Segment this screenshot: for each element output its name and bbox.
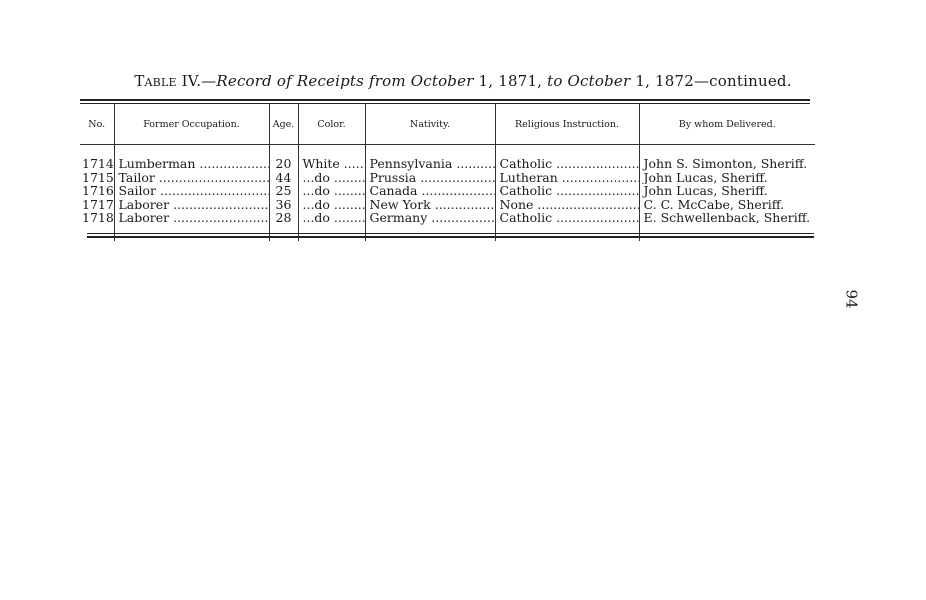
cell-nativity: Germany .....: [365, 211, 495, 225]
cell-delivered: E. Schwellenback, Sheriff.: [639, 211, 815, 225]
cell-occupation: Tailor .....: [114, 171, 269, 185]
title-date2: 1, 1872: [630, 72, 694, 90]
cell-age: 25: [269, 184, 298, 198]
table-label: Table IV.: [134, 72, 202, 90]
cell-occupation: Lumberman .....: [114, 157, 269, 171]
cell-religion: Catholic .....: [495, 157, 639, 171]
cell-occupation: Sailor .....: [114, 184, 269, 198]
cell-color: ...do .....: [298, 184, 365, 198]
table-row: [80, 171, 815, 185]
cell-age: 36: [269, 198, 298, 212]
cell-nativity: Canada .....: [365, 184, 495, 198]
cell-delivered: John Lucas, Sheriff.: [639, 184, 815, 198]
cell-no: 1718: [82, 211, 114, 225]
cell-age: 28: [269, 211, 298, 225]
title-italic: Record of Receipts from October: [216, 72, 474, 90]
cell-color: White .....: [298, 157, 365, 171]
cell-no: 1716: [82, 184, 114, 198]
header-no: No.: [80, 104, 114, 145]
cell-nativity: New York .....: [365, 198, 495, 212]
cell-occupation: Laborer .....: [114, 198, 269, 212]
header-occupation: Former Occupation.: [114, 104, 269, 145]
cell-no: 1714: [82, 157, 114, 171]
bottom-rule-thick: [87, 236, 814, 238]
cell-color: ...do .....: [298, 171, 365, 185]
bottom-rule-thin: [87, 233, 814, 234]
cell-religion: None .....: [495, 198, 639, 212]
cell-age: 44: [269, 171, 298, 185]
cell-delivered: John S. Simonton, Sheriff.: [639, 157, 815, 171]
header-delivered: By whom Delivered.: [639, 104, 815, 145]
cell-color: ...do .....: [298, 198, 365, 212]
cell-nativity: Prussia .....: [365, 171, 495, 185]
title-suffix: —continued.: [693, 72, 792, 90]
table-row: [80, 184, 815, 198]
title-date1: 1, 1871,: [473, 72, 548, 90]
page-number: 94: [842, 289, 861, 309]
cell-delivered: C. C. McCabe, Sheriff.: [639, 198, 815, 212]
table-title: [0, 72, 926, 90]
header-color: Color.: [298, 104, 365, 145]
table-row: [80, 211, 815, 225]
cell-occupation: Laborer .....: [114, 211, 269, 225]
header-religion: Religious Instruction.: [495, 104, 639, 145]
cell-age: 20: [269, 157, 298, 171]
title-italic-to: to October: [547, 72, 631, 90]
header-age: Age.: [269, 104, 298, 145]
cell-no: 1717: [82, 197, 114, 211]
cell-color: ...do .....: [298, 211, 365, 225]
cell-religion: Lutheran .....: [495, 171, 639, 185]
cell-religion: Catholic .....: [495, 211, 639, 225]
header-nativity: Nativity.: [365, 104, 495, 145]
cell-religion: Catholic .....: [495, 184, 639, 198]
table-row: [80, 157, 815, 171]
cell-nativity: Pennsylvania .....: [365, 157, 495, 171]
table-row: [80, 198, 815, 212]
cell-no: 1715: [82, 170, 114, 184]
record-table: [80, 104, 815, 241]
cell-delivered: John Lucas, Sheriff.: [639, 171, 815, 185]
title-dash: —: [201, 72, 217, 90]
top-rule-thick: [80, 99, 810, 101]
